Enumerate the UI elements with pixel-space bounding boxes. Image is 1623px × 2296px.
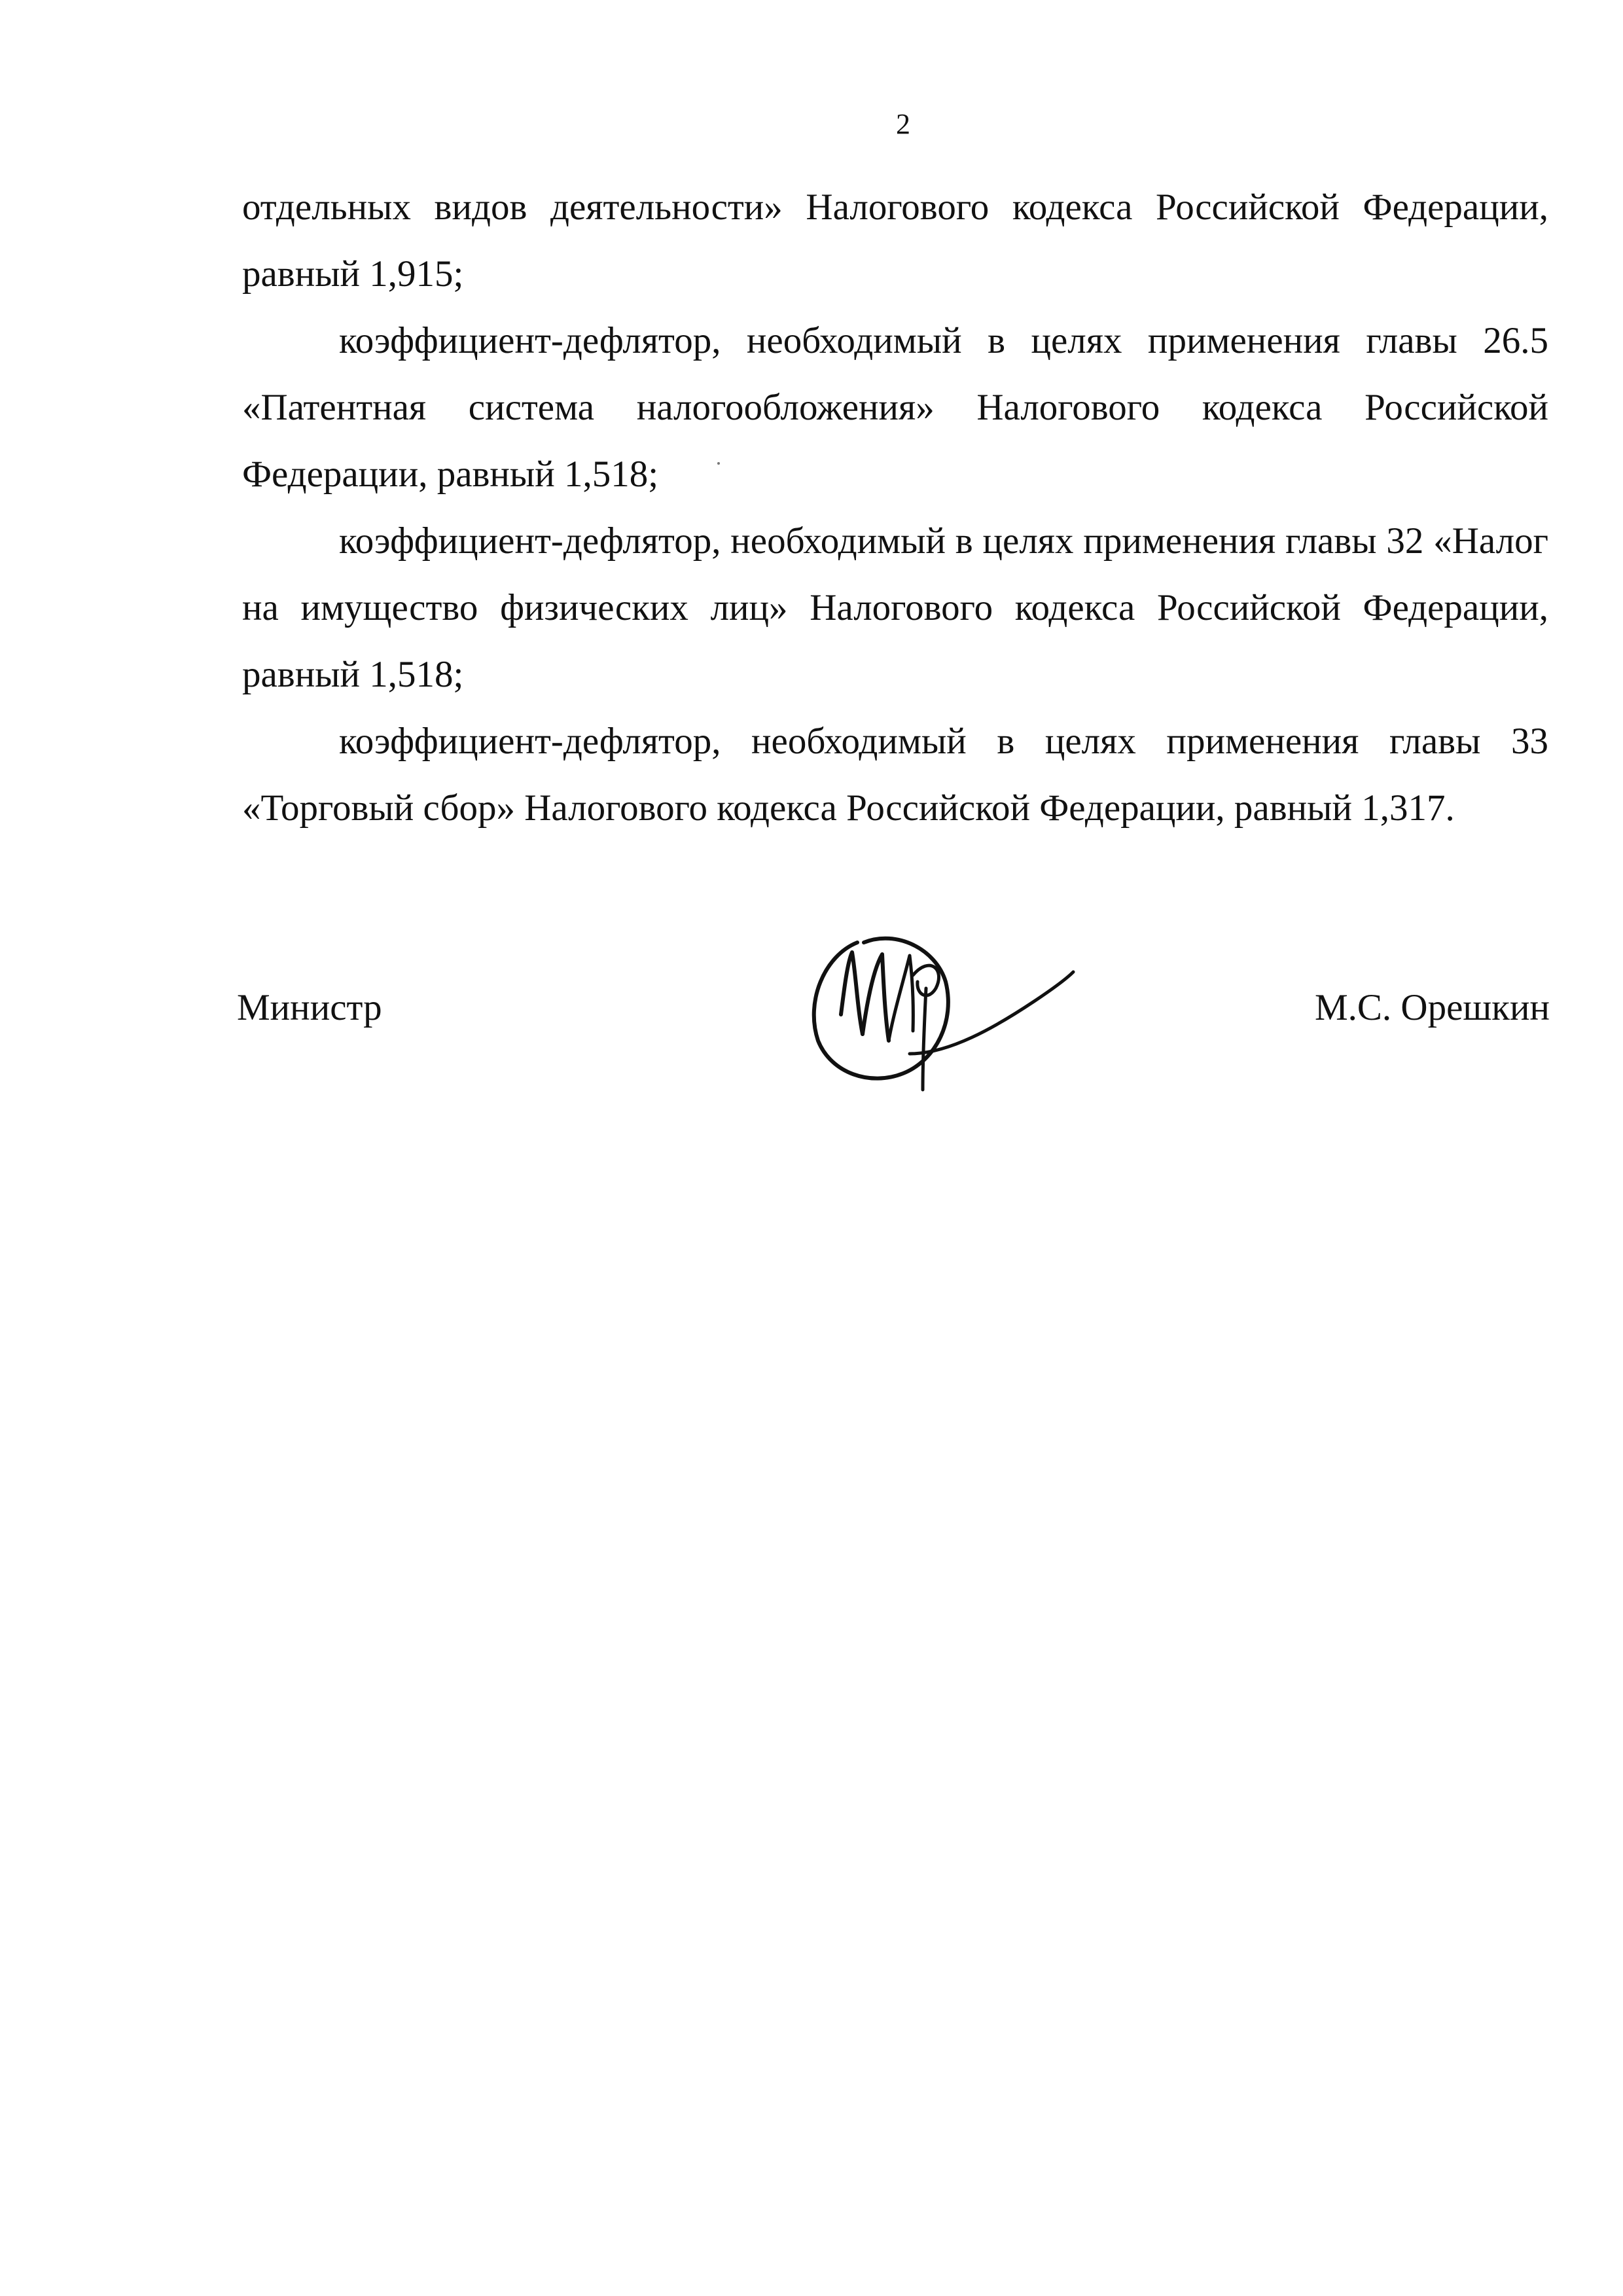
signatory-name: М.С. Орешкин bbox=[1314, 987, 1550, 1028]
signatory-position: Министр bbox=[237, 987, 382, 1028]
scan-speck bbox=[717, 462, 720, 465]
paragraph-chapter-26-5: коэффициент-дефлятор, необходимый в целях применения главы 26.5 «Патентная система налогообложения» Налогового кодекса Российской Федерации, равный 1,518; bbox=[242, 320, 1548, 495]
paragraph-chapter-33: коэффициент-дефлятор, необходимый в целях применения главы 33 «Торговый сбор» Налогового кодекса Российской Федерации, равный 1,317. bbox=[242, 721, 1548, 829]
paragraph-continuation: отдельных видов деятельности» Налогового кодекса Российской Федерации, равный 1,915; bbox=[242, 187, 1548, 295]
page-number: 2 bbox=[896, 108, 910, 140]
paragraph-chapter-32: коэффициент-дефлятор, необходимый в целях применения главы 32 «Налог на имущество физических лиц» Налогового кодекса Российской Федерации, равный 1,518; bbox=[242, 520, 1548, 695]
signature-block bbox=[237, 916, 1550, 1100]
handwritten-signature-icon bbox=[779, 916, 1237, 1100]
document-body bbox=[242, 174, 1548, 842]
